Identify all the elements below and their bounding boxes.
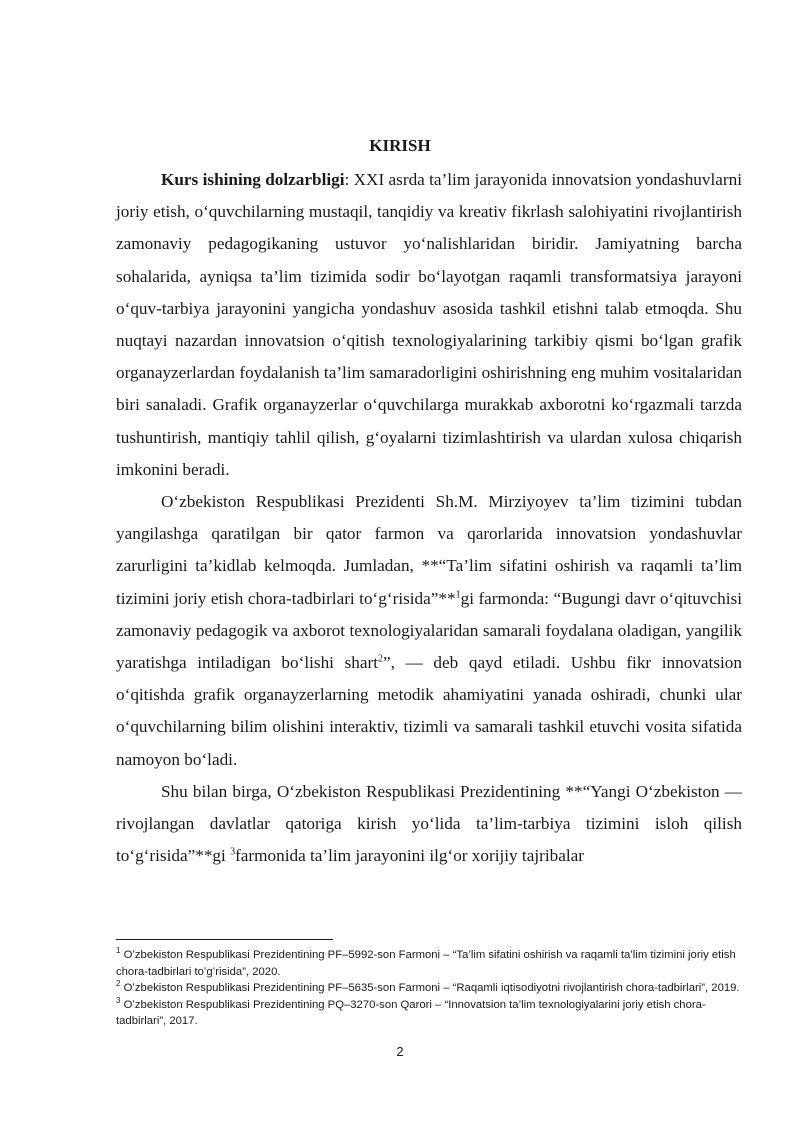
paragraph-1-text: : XXI asrda ta’lim jarayonida innovatsion yondashuvlarni joriy etish, oʻquvchilarning mustaqil, tanqidiy va kreativ fikrlash salohiyatini rivojlantirish zamonaviy pedagogikaning ustuvor yoʻnalishlaridan biridir. Jamiyatning barcha sohalarida, ayniqsa ta’lim tizimida sodir boʻlayotgan raqamli transformatsiya jarayoni oʻquv-tarbiya jarayonini yangicha yondashuv asosida tashkil etishni talab etmoqda. Shu nuqtayi nazardan innovatsion oʻqitish texnologiyalarining tarkibiy qismi boʻlgan grafik organayzerlardan foydalanish ta’lim samaradorligini oshirishning eng muhim vositalaridan biri sanaladi. Grafik organayzerlar oʻquvchilarga murakkab axborotni koʻrgazmali tarzda tushuntirish, mantiqiy tahlil qilish, gʻoyalarni tizimlashtirish va ulardan xulosa chiqarish imkonini beradi. bbox=[116, 170, 742, 479]
paragraph-1-lead: Kurs ishining dolzarbligi bbox=[161, 170, 345, 189]
paragraph-2-part-3: ”, — deb qayd etiladi. Ushbu fikr innovatsion oʻqitishda grafik organayzerlarning metodik ahamiyatini yanada oshiradi, chunki ular oʻquvchilarning bilim olishini interaktiv, tizimli va samarali tashkil etuvchi vosita sifatida namoyon boʻladi. bbox=[116, 653, 742, 769]
footnote-reference-1[interactable]: 1 bbox=[455, 588, 461, 600]
footnotes bbox=[116, 947, 742, 1030]
footnote-text: Oʻzbekiston Respublikasi Prezidentining PF–5992-son Farmoni – “Ta’lim sifatini oshirish va raqamli ta’lim tizimini joriy etish chora-tadbirlari toʻgʻrisida”, 2020. bbox=[116, 949, 736, 978]
paragraph-3-part-1: Shu bilan birga, Oʻzbekiston Respublikasi Prezidentining **“Yangi Oʻzbekiston — rivojlangan davlatlar qatoriga kirish yoʻlida ta’lim-tarbiya tizimini isloh qilish toʻgʻrisida”**gi bbox=[116, 781, 742, 866]
footnote-text: Oʻzbekiston Respublikasi Prezidentining PQ–3270-son Qarori – “Innovatsion ta’lim texnologiyalarini joriy etish chora-tadbirlari”, 2017. bbox=[116, 998, 706, 1028]
paragraph-1 bbox=[116, 164, 742, 486]
page-title: KIRISH bbox=[369, 136, 431, 155]
footnote-item bbox=[116, 947, 742, 980]
footnote-text: Oʻzbekiston Respublikasi Prezidentining PF–5635-son Farmoni – “Raqamli iqtisodiyotni rivojlantirish chora-tadbirlari”, 2019. bbox=[120, 982, 740, 995]
footnote-item bbox=[116, 997, 742, 1030]
paragraph-3-part-2: farmonida ta’lim jarayonini ilgʻor xorijiy tajribalar bbox=[235, 846, 584, 866]
footnote-separator bbox=[116, 939, 333, 940]
paragraph-2 bbox=[116, 486, 742, 776]
footnote-number: 1 bbox=[116, 946, 121, 956]
body-text bbox=[116, 164, 742, 872]
paragraph-2-part-1: Oʻzbekiston Respublikasi Prezidenti Sh.M. Mirziyoyev ta’lim tizimini tubdan yangilashga qaratilgan bir qator farmon va qarorlarida innovatsion yondashuvlar zarurligini ta’kidlab kelmoqda. Jumladan, **“Ta’lim sifatini oshirish va raqamli ta’lim tizimini joriy etish chora-tadbirlari toʻgʻrisida”** bbox=[116, 492, 742, 608]
footnote-number: 2 bbox=[116, 979, 121, 989]
footnote-reference-3[interactable]: 3 bbox=[230, 846, 236, 858]
paragraph-2-part-2: gi farmonda: “Bugungi davr oʻqituvchisi zamonaviy pedagogik va axborot texnologiyalaridan samarali foydalana oladigan, yangilik yaratishga intiladigan boʻlishi shart bbox=[116, 588, 742, 673]
footnote-item bbox=[116, 980, 742, 997]
page-number: 2 bbox=[396, 1044, 404, 1059]
footnote-number: 3 bbox=[116, 996, 121, 1006]
footnote-reference-2[interactable]: 2 bbox=[378, 653, 383, 665]
paragraph-3 bbox=[116, 776, 742, 873]
